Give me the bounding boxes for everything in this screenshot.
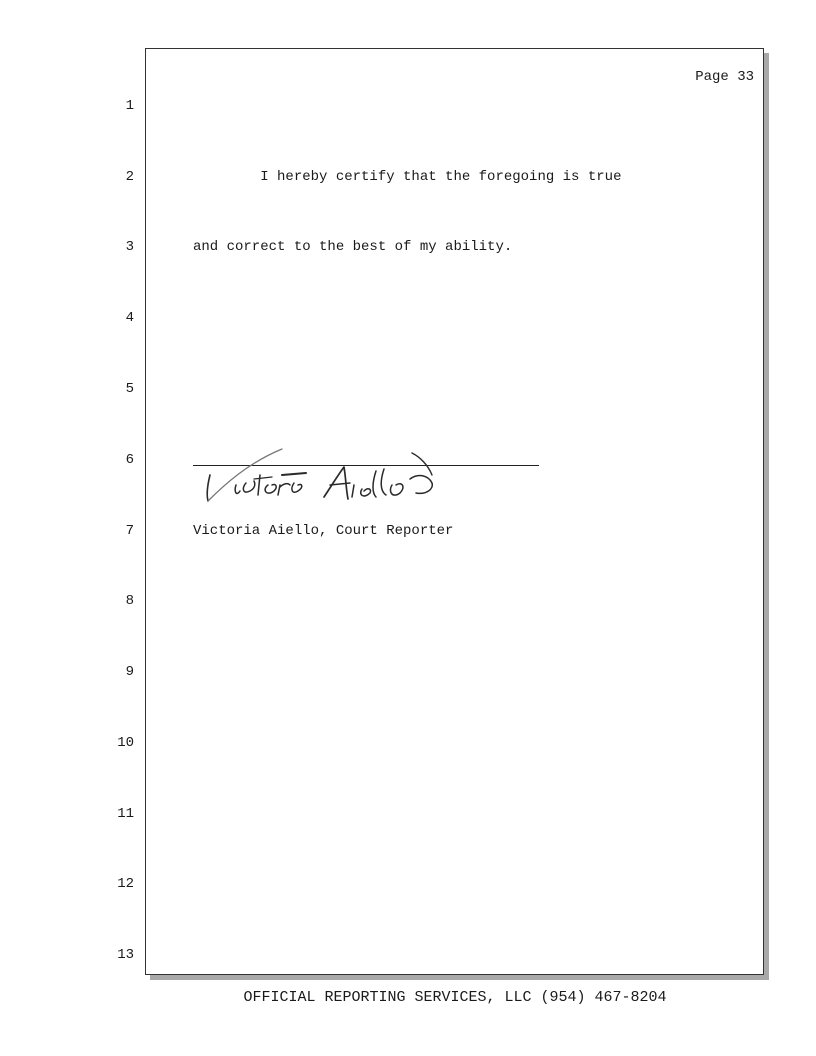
line-number: 5	[125, 381, 134, 397]
line-number: 3	[125, 239, 134, 255]
transcript-page	[145, 48, 764, 975]
line-number: 9	[125, 664, 134, 680]
line-number: 7	[125, 523, 134, 539]
line-number: 4	[125, 310, 134, 326]
certification-text-line-2: I hereby certify that the foregoing is true	[193, 169, 622, 185]
line-number: 8	[125, 593, 134, 609]
line-number: 11	[117, 806, 134, 822]
reporter-name: Victoria Aiello, Court Reporter	[193, 523, 454, 539]
line-number: 1	[125, 98, 134, 114]
handwritten-signature	[196, 445, 446, 507]
footer-company: OFFICIAL REPORTING SERVICES, LLC (954) 467-8204	[243, 989, 667, 1006]
line-number: 2	[125, 169, 134, 185]
page-number: Page 33	[695, 69, 754, 85]
certification-text-line-3: and correct to the best of my ability.	[193, 239, 513, 255]
line-number: 12	[117, 876, 134, 892]
line-number: 10	[117, 735, 134, 751]
line-number: 6	[125, 452, 134, 468]
line-number: 13	[117, 947, 134, 963]
